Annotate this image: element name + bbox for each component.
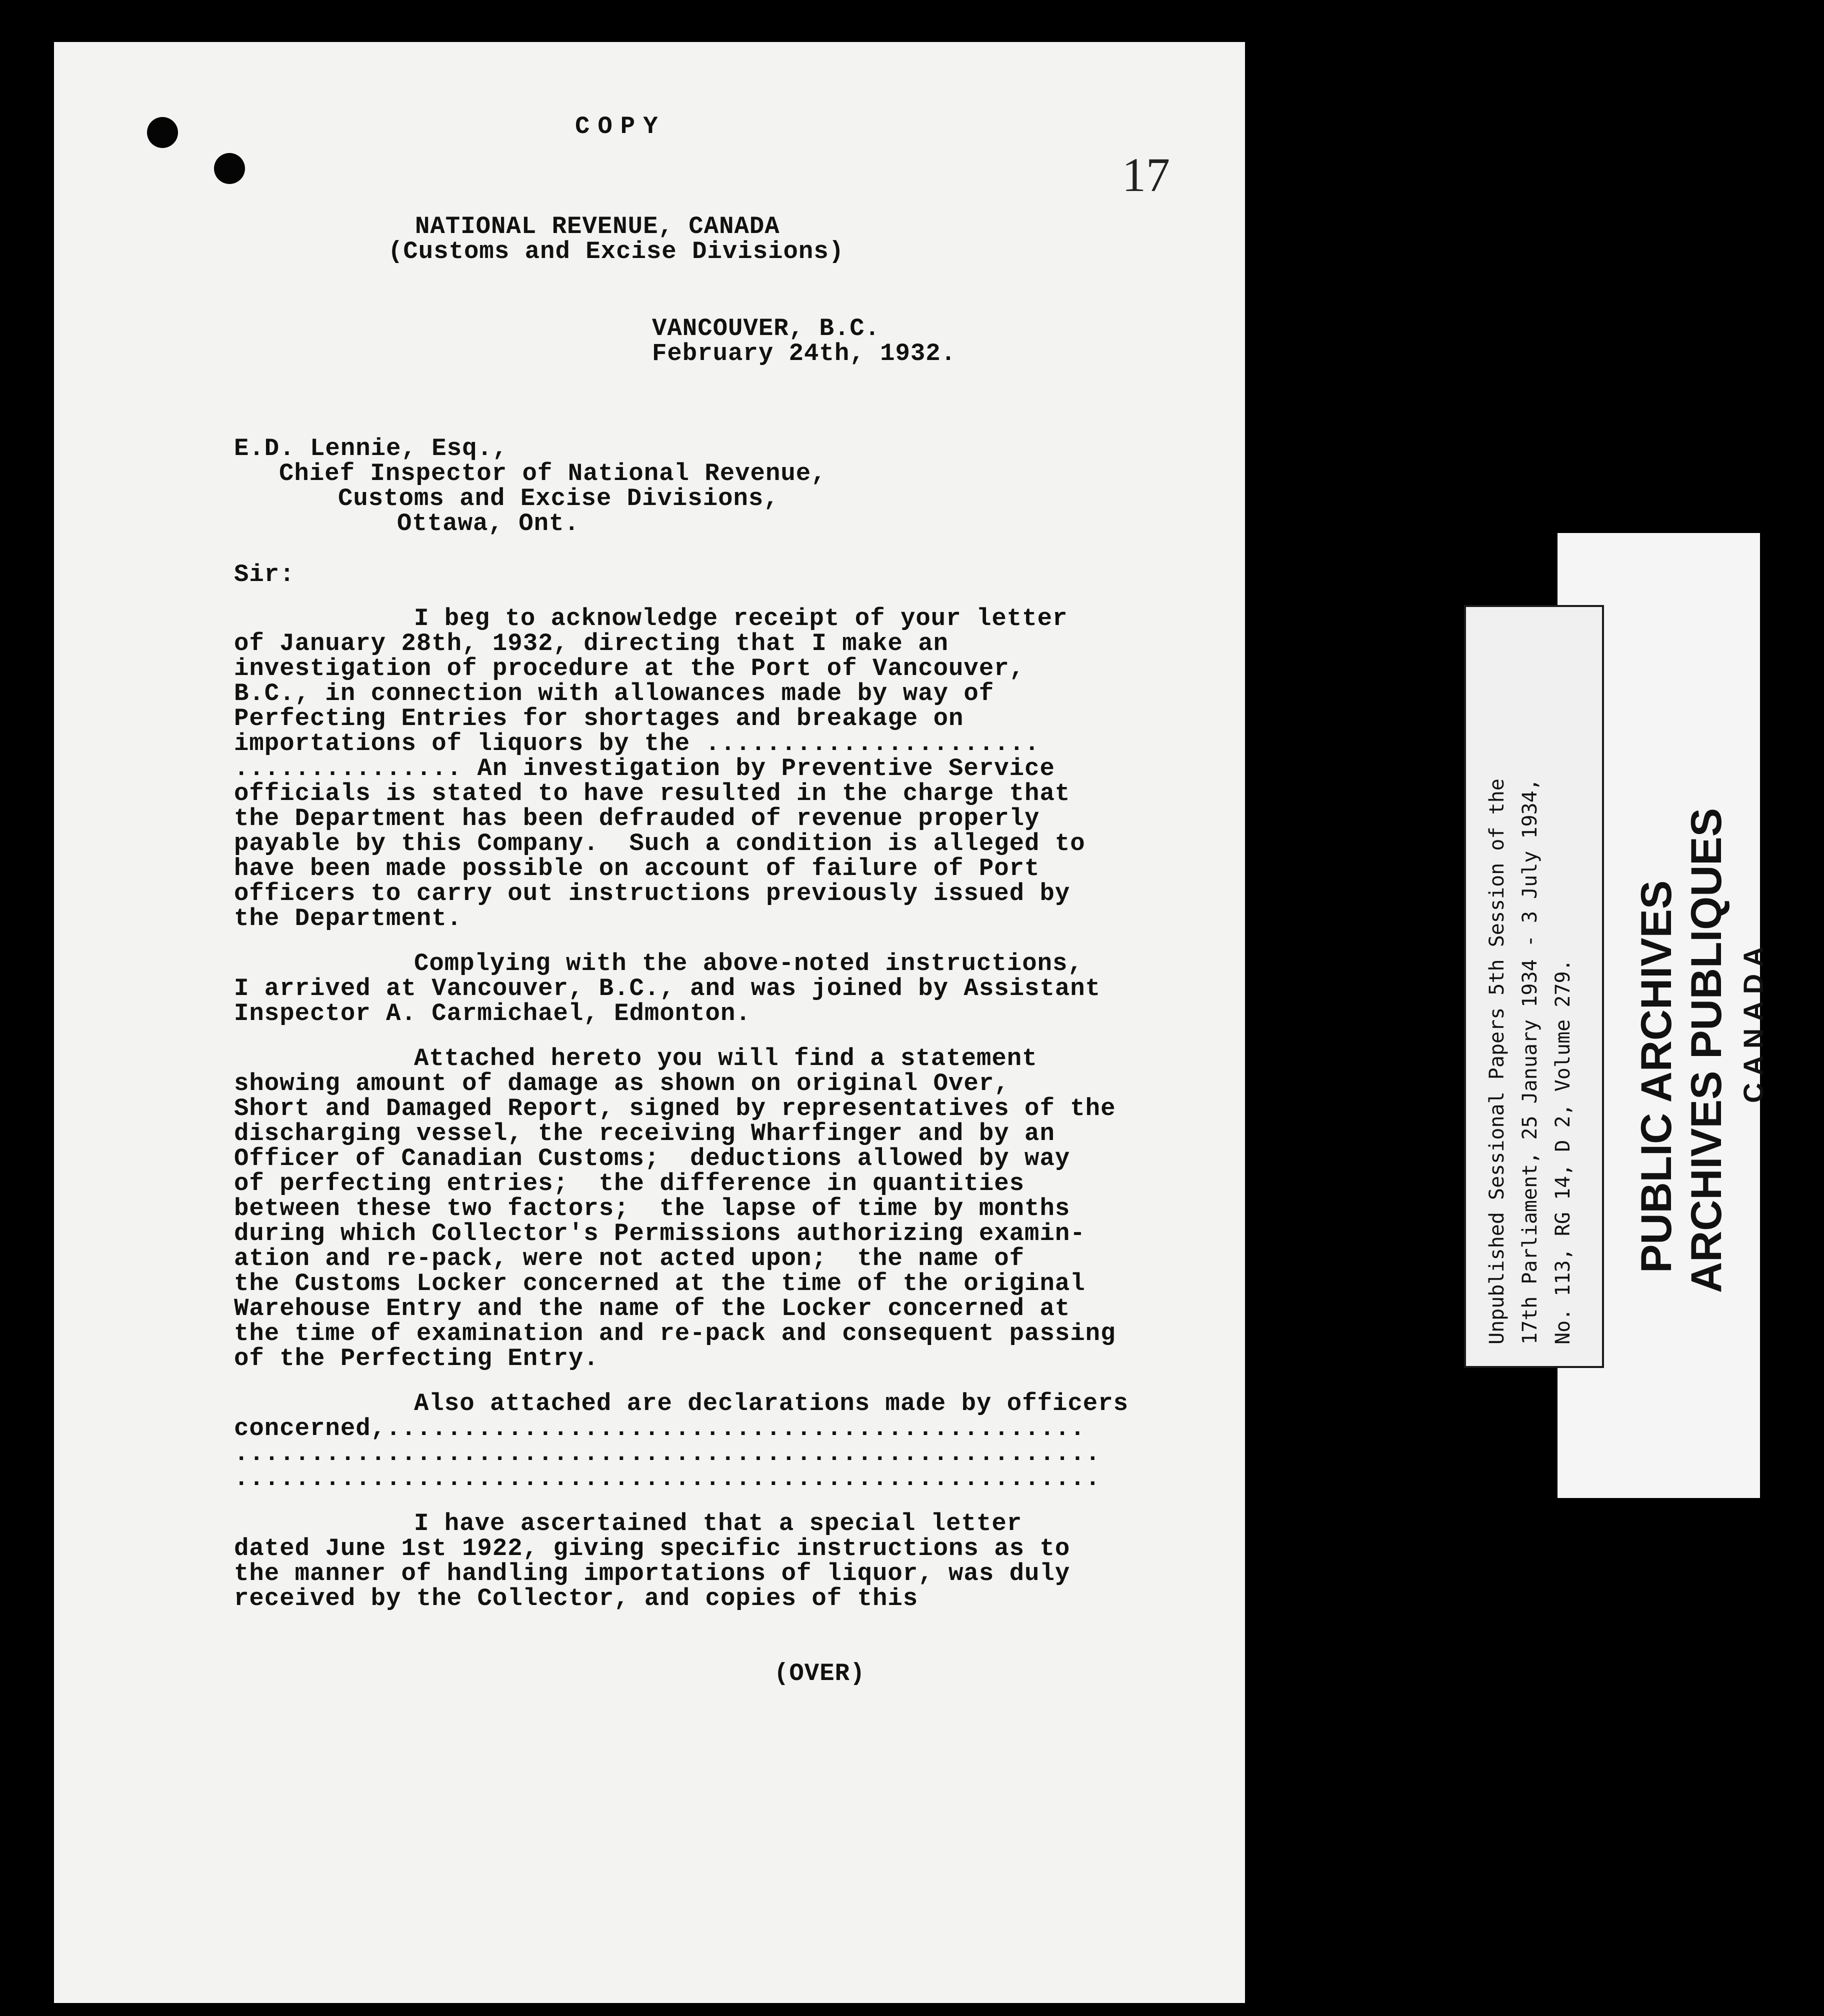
- body-line: Officer of Canadian Customs; deductions allowed by way: [234, 1144, 1070, 1172]
- salutation: Sir:: [234, 560, 295, 588]
- citation-label: [1464, 605, 1604, 1368]
- body-line: received by the Collector, and copies of this: [234, 1584, 918, 1612]
- body-line: showing amount of damage as shown on original Over,: [234, 1070, 1010, 1098]
- label-line-canada: CANADA: [1738, 940, 1769, 1103]
- body-line: dated June 1st 1922, giving specific instructions as to: [234, 1534, 1070, 1562]
- body-line: ............... An investigation by Preventive Service: [234, 754, 1055, 782]
- page-number: 17: [1122, 148, 1170, 202]
- body-line: Also attached are declarations made by officers: [414, 1390, 1129, 1418]
- address-line: Customs and Excise Divisions,: [338, 484, 779, 512]
- body-line: of the Perfecting Entry.: [234, 1344, 599, 1372]
- body-line: B.C., in connection with allowances made by way of: [234, 680, 994, 708]
- body-line: the time of examination and re-pack and consequent passing: [234, 1320, 1116, 1348]
- body-line: the Customs Locker concerned at the time of the original: [234, 1270, 1086, 1298]
- body-line: Perfecting Entries for shortages and breakage on: [234, 704, 964, 732]
- over-footer: (OVER): [774, 1660, 866, 1688]
- body-line: of January 28th, 1932, directing that I make an: [234, 630, 949, 658]
- copy-header: COPY: [575, 112, 666, 140]
- address-line: E.D. Lennie, Esq.,: [234, 434, 508, 462]
- body-line: concerned,..............................................: [234, 1414, 1086, 1442]
- body-line: of perfecting entries; the difference in quantities: [234, 1170, 1025, 1198]
- label-line-public-archives: PUBLIC ARCHIVES: [1632, 880, 1680, 1273]
- punch-hole: [147, 117, 178, 148]
- citation-line: No. 113, RG 14, D 2, Volume 279.: [1552, 959, 1574, 1344]
- body-line: Attached hereto you will find a statement: [414, 1044, 1038, 1072]
- address-line: Ottawa, Ont.: [397, 510, 580, 538]
- body-line: officers to carry out instructions previously issued by: [234, 880, 1070, 908]
- address-line: Chief Inspector of National Revenue,: [279, 460, 826, 488]
- punch-hole: [214, 153, 245, 184]
- body-line: the manner of handling importations of liquor, was duly: [234, 1560, 1070, 1588]
- body-line: I arrived at Vancouver, B.C., and was joined by Assistant: [234, 974, 1101, 1002]
- body-line: payable by this Company. Such a condition is alleged to: [234, 830, 1086, 858]
- body-line: have been made possible on account of failure of Port: [234, 854, 1040, 882]
- body-line: .........................................................: [234, 1440, 1101, 1468]
- document-page: [54, 42, 1245, 2003]
- body-line: Inspector A. Carmichael, Edmonton.: [234, 1000, 751, 1028]
- citation-line: 17th Parliament, 25 January 1934 - 3 July 1934,: [1518, 778, 1542, 1344]
- body-line: discharging vessel, the receiving Wharfinger and by an: [234, 1120, 1055, 1148]
- body-line: the Department.: [234, 904, 462, 932]
- citation-line: Unpublished Sessional Papers 5th Session of the: [1486, 778, 1508, 1344]
- body-line: investigation of procedure at the Port of Vancouver,: [234, 654, 1025, 682]
- body-line: between these two factors; the lapse of time by months: [234, 1194, 1070, 1222]
- body-line: importations of liquors by the ......................: [234, 730, 1040, 758]
- body-line: ation and re-pack, were not acted upon; the name of: [234, 1244, 1025, 1272]
- body-line: Warehouse Entry and the name of the Locker concerned at: [234, 1294, 1070, 1322]
- body-line: the Department has been defrauded of revenue properly: [234, 804, 1040, 832]
- body-line: .........................................................: [234, 1464, 1101, 1492]
- label-line-archives-publiques: ARCHIVES PUBLIQUES: [1682, 808, 1730, 1293]
- body-line: officials is stated to have resulted in the charge that: [234, 780, 1070, 808]
- date: February 24th, 1932.: [652, 340, 956, 368]
- body-line: I have ascertained that a special letter: [414, 1510, 1022, 1538]
- org-line-2: (Customs and Excise Divisions): [388, 238, 844, 266]
- org-line-1: NATIONAL REVENUE, CANADA: [415, 212, 780, 240]
- body-line: I beg to acknowledge receipt of your letter: [414, 604, 1068, 632]
- place: VANCOUVER, B.C.: [652, 314, 880, 342]
- body-line: Complying with the above-noted instructions,: [414, 950, 1083, 978]
- body-line: Short and Damaged Report, signed by representatives of the: [234, 1094, 1116, 1122]
- body-line: during which Collector's Permissions authorizing examin-: [234, 1220, 1086, 1248]
